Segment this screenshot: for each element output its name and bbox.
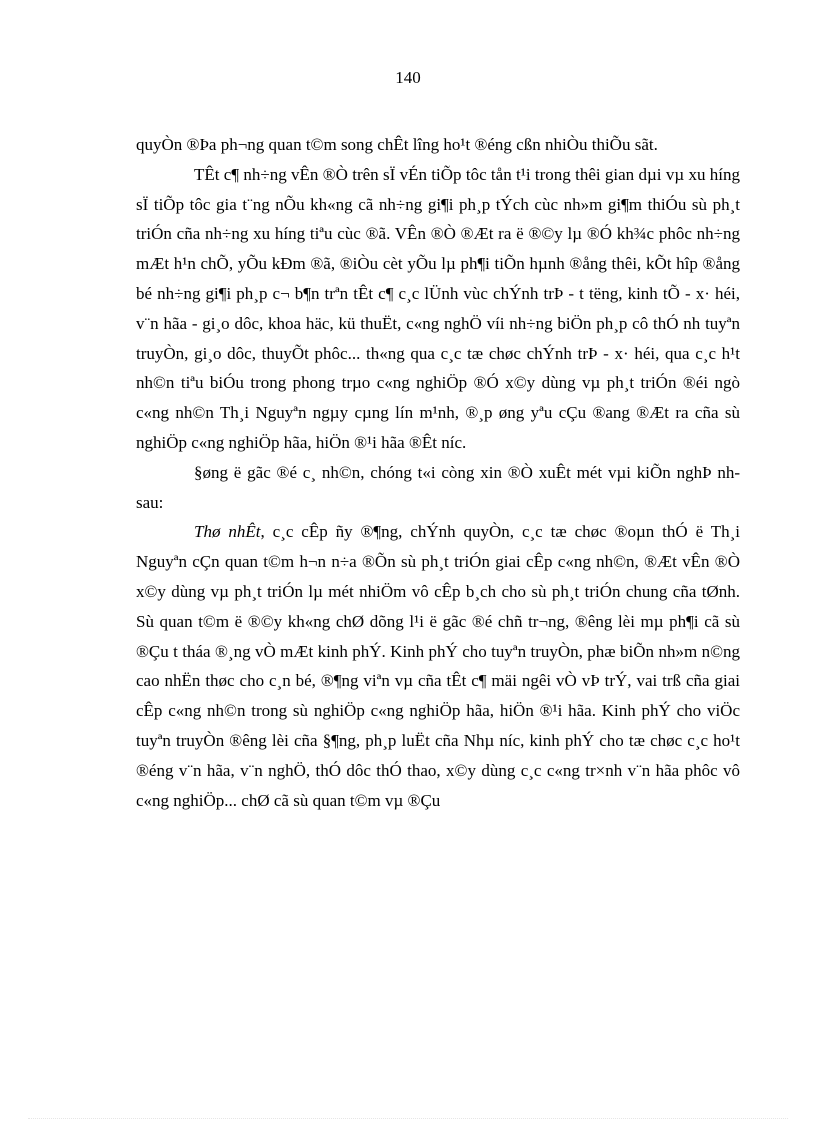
paragraph-first-recommendation [136,517,740,815]
document-body [136,130,740,815]
page-bottom-divider [28,1118,788,1119]
italic-lead-phrase: Thø nhÊt [194,522,261,542]
paragraph-continuation: quyÒn ®Þa ph¬ng quan t©m song chÊt lîng ho¹t ®éng cßn nhiÒu thiÕu sãt. [136,135,658,154]
paragraph-text: , c¸c cÊp ñy ®¶ng, chÝnh quyÒn, c¸c tæ chøc ®oµn thÓ ë Th¸i Nguyªn cÇn quan t©m h¬n n÷a ®Õn sù ph¸t triÓn giai cÊp c«ng nh©n, ®Æt vÊn ®Ò x©y dùng vµ ph¸t triÓn lµ mét nhiÖm vô cÊp b¸ch cho sù ph¸t triÓn chung cña tØnh. Sù quan t©m ë ®©y kh«ng chØ dõng l¹i ë gãc ®é chñ tr¬ng, ®êng lèi mµ ph¶i cã sù ®Çu t tháa ®¸ng vÒ mÆt kinh phÝ. Kinh phÝ cho tuyªn truyÒn, phæ biÕn nh»m n©ng cao nhËn thøc cho c¸n bé, ®¶ng viªn vµ cña tÊt c¶ mäi ngêi vÒ vÞ trÝ, vai trß cña giai cÊp c«ng nh©n trong sù nghiÖp c«ng nghiÖp hãa, hiÖn ®¹i hãa. Kinh phÝ cho viÖc tuyªn truyÒn ®êng lèi cña §¶ng, ph¸p luËt cña Nhµ níc, kinh phÝ cho tæ chøc c¸c ho¹t ®éng v¨n hãa, v¨n nghÖ, thÓ dôc thÓ thao, x©y dùng c¸c c«ng tr×nh v¨n hãa phôc vô c«ng nghiÖp... chØ cã sù quan t©m vµ ®Çu [136,522,740,810]
paragraph: §øng ë gãc ®é c¸ nh©n, chóng t«i còng xin ®Ò xuÊt mét vµi kiÕn nghÞ nh sau: [136,462,740,512]
page-number: 140 [395,68,421,87]
paragraph: TÊt c¶ nh÷ng vÊn ®Ò trên sÏ vÉn tiÕp tôc tån t¹i trong thêi gian dµi vµ xu híng sÏ tiÕp tôc gia t¨ng nÕu kh«ng cã nh÷ng gi¶i ph¸p tÝch cùc nh»m gi¶m thiÓu sù ph¸t triÓn cña nh÷ng xu híng tiªu cùc ®ã. VÊn ®Ò ®Æt ra ë ®©y lµ ®Ó kh¾c phôc nh÷ng mÆt h¹n chÕ, yÕu kÐm ®ã, ®iÒu cèt yÕu lµ ph¶i tiÕn hµnh ®ång thêi, kÕt hîp ®ång bé nh÷ng gi¶i ph¸p c¬ b¶n trªn tÊt c¶ c¸c lÜnh vùc chÝnh trÞ - t tëng, kinh tÕ - x· héi, v¨n hãa - gi¸o dôc, khoa häc, kü thuËt, c«ng nghÖ víi nh÷ng biÖn ph¸p cô thÓ nh tuyªn truyÒn, gi¸o dôc, thuyÕt phôc... th«ng qua c¸c tæ chøc chÝnh trÞ - x· héi, qua c¸c h¹t nh©n tiªu biÓu trong phong trµo c«ng nghiÖp ®Ó x©y dùng vµ ph¸t triÓn ®éi ngò c«ng nh©n Th¸i Nguyªn ngµy cµng lín m¹nh, ®¸p øng yªu cÇu ®ang ®Æt ra cña sù nghiÖp c«ng nghiÖp hãa, hiÖn ®¹i hãa ®Êt níc. [136,164,740,452]
